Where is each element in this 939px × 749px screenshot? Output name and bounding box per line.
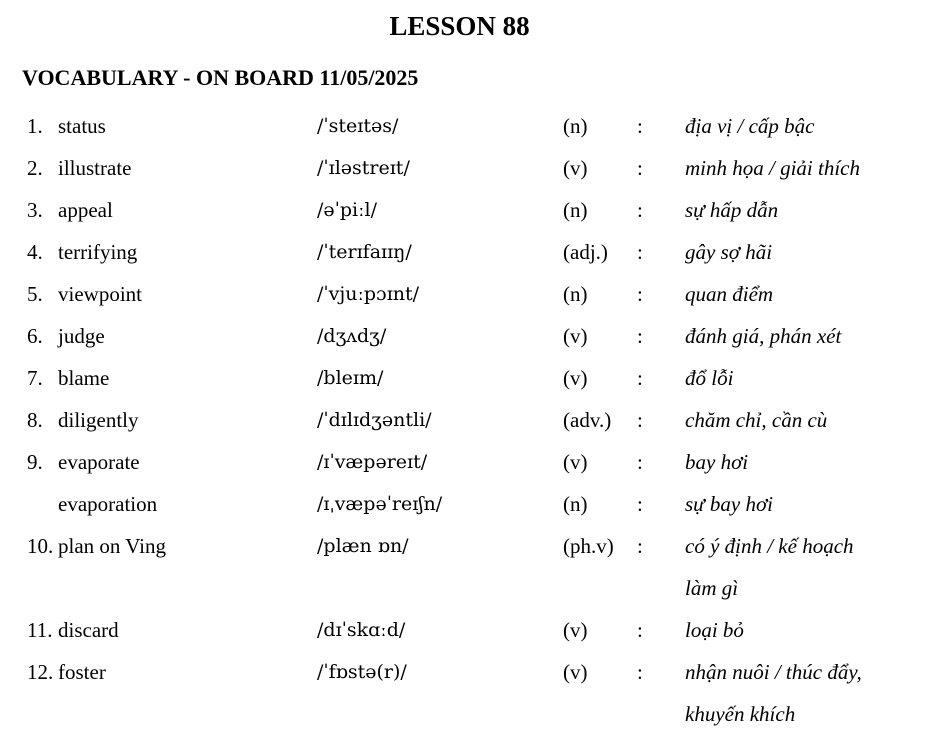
vocab-row-3 [0,191,939,233]
item-number: 6. [27,324,43,348]
part-of-speech: (n) [563,492,588,516]
meaning: chăm chỉ, cần cù [685,408,828,432]
separator: : [637,450,643,474]
part-of-speech: (adv.) [563,408,612,432]
separator: : [637,198,643,222]
meaning: bay hơi [685,450,749,474]
part-of-speech: (adj.) [563,240,608,264]
meaning: gây sợ hãi [685,240,773,264]
vocab-row-6 [0,317,939,359]
vocab-row-7 [0,359,939,401]
part-of-speech: (v) [563,366,588,390]
vocab-word: judge [58,324,105,348]
pronunciation: /plæn ɒn/ [317,535,409,557]
vocab-row-9 [0,443,939,485]
pronunciation: /ˈterɪfaɪɪŋ/ [317,241,412,263]
item-number: 9. [27,450,43,474]
page-title: LESSON 88 [389,11,530,41]
vocab-word: viewpoint [58,282,142,306]
part-of-speech: (n) [563,114,588,138]
item-number: 4. [27,240,43,264]
vocab-row-12-continuation [0,695,939,737]
pronunciation: /ɪˌvæpəˈreɪʃn/ [317,493,443,515]
vocab-word: discard [58,618,119,642]
item-number: 12. [27,660,54,684]
meaning: loại bỏ [685,618,744,642]
vocab-word: foster [58,660,106,684]
part-of-speech: (v) [563,618,588,642]
meaning: nhận nuôi / thúc đẩy, [685,660,862,684]
meaning: sự hấp dẫn [685,198,779,222]
part-of-speech: (n) [563,198,588,222]
meaning: quan điểm [685,282,774,306]
pronunciation: /ˈsteɪtəs/ [317,115,399,137]
meaning: đánh giá, phán xét [685,324,842,348]
item-number: 1. [27,114,43,138]
item-number: 3. [27,198,43,222]
vocab-row-10 [0,527,939,569]
item-number: 8. [27,408,43,432]
pronunciation: /ˈɪləstreɪt/ [317,157,410,179]
vocab-row-2 [0,149,939,191]
vocab-row-4 [0,233,939,275]
part-of-speech: (v) [563,660,588,684]
pronunciation: /ˈdɪlɪdʒəntli/ [317,409,432,431]
vocab-row-5 [0,275,939,317]
vocab-row-1 [0,107,939,149]
meaning: sự bay hơi [685,492,773,516]
vocab-word: status [58,114,106,138]
section-heading: VOCABULARY - ON BOARD 11/05/2025 [22,65,419,90]
vocab-row-9-derivative [0,485,939,527]
separator: : [637,156,643,180]
part-of-speech: (ph.v) [563,534,614,558]
meaning: minh họa / giải thích [685,156,860,180]
part-of-speech: (n) [563,282,588,306]
separator: : [637,492,643,516]
separator: : [637,114,643,138]
vocab-row-8 [0,401,939,443]
meaning: đổ lỗi [685,366,734,390]
meaning-continuation: làm gì [685,576,739,600]
meaning-continuation: khuyến khích [685,702,796,726]
vocab-row-11 [0,611,939,653]
item-number: 2. [27,156,43,180]
vocab-word: diligently [58,408,139,432]
separator: : [637,240,643,264]
item-number: 7. [27,366,43,390]
vocab-word: terrifying [58,240,138,264]
separator: : [637,366,643,390]
vocab-word: blame [58,366,110,390]
pronunciation: /ˈvjuːpɔɪnt/ [317,283,420,305]
pronunciation: /ɪˈvæpəreɪt/ [317,451,428,473]
vocab-word: illustrate [58,156,132,180]
part-of-speech: (v) [563,156,588,180]
separator: : [637,324,643,348]
vocabulary-list [0,107,939,737]
pronunciation: /əˈpiːl/ [317,199,377,221]
item-number: 5. [27,282,43,306]
pronunciation: /bleɪm/ [317,367,384,389]
item-number: 11. [27,618,53,642]
vocab-word: evaporation [58,492,158,516]
part-of-speech: (v) [563,450,588,474]
meaning: địa vị / cấp bậc [685,114,815,138]
separator: : [637,660,643,684]
part-of-speech: (v) [563,324,588,348]
vocab-row-10-continuation [0,569,939,611]
meaning: có ý định / kế hoạch [685,534,854,558]
pronunciation: /ˈfɒstə(r)/ [317,661,407,683]
vocab-row-12 [0,653,939,695]
pronunciation: /dʒʌdʒ/ [317,325,387,347]
separator: : [637,408,643,432]
separator: : [637,618,643,642]
separator: : [637,534,643,558]
item-number: 10. [27,534,54,558]
separator: : [637,282,643,306]
pronunciation: /dɪˈskɑːd/ [317,619,406,641]
vocab-word: evaporate [58,450,140,474]
vocab-word: appeal [58,198,113,222]
vocab-word: plan on Ving [58,534,167,558]
